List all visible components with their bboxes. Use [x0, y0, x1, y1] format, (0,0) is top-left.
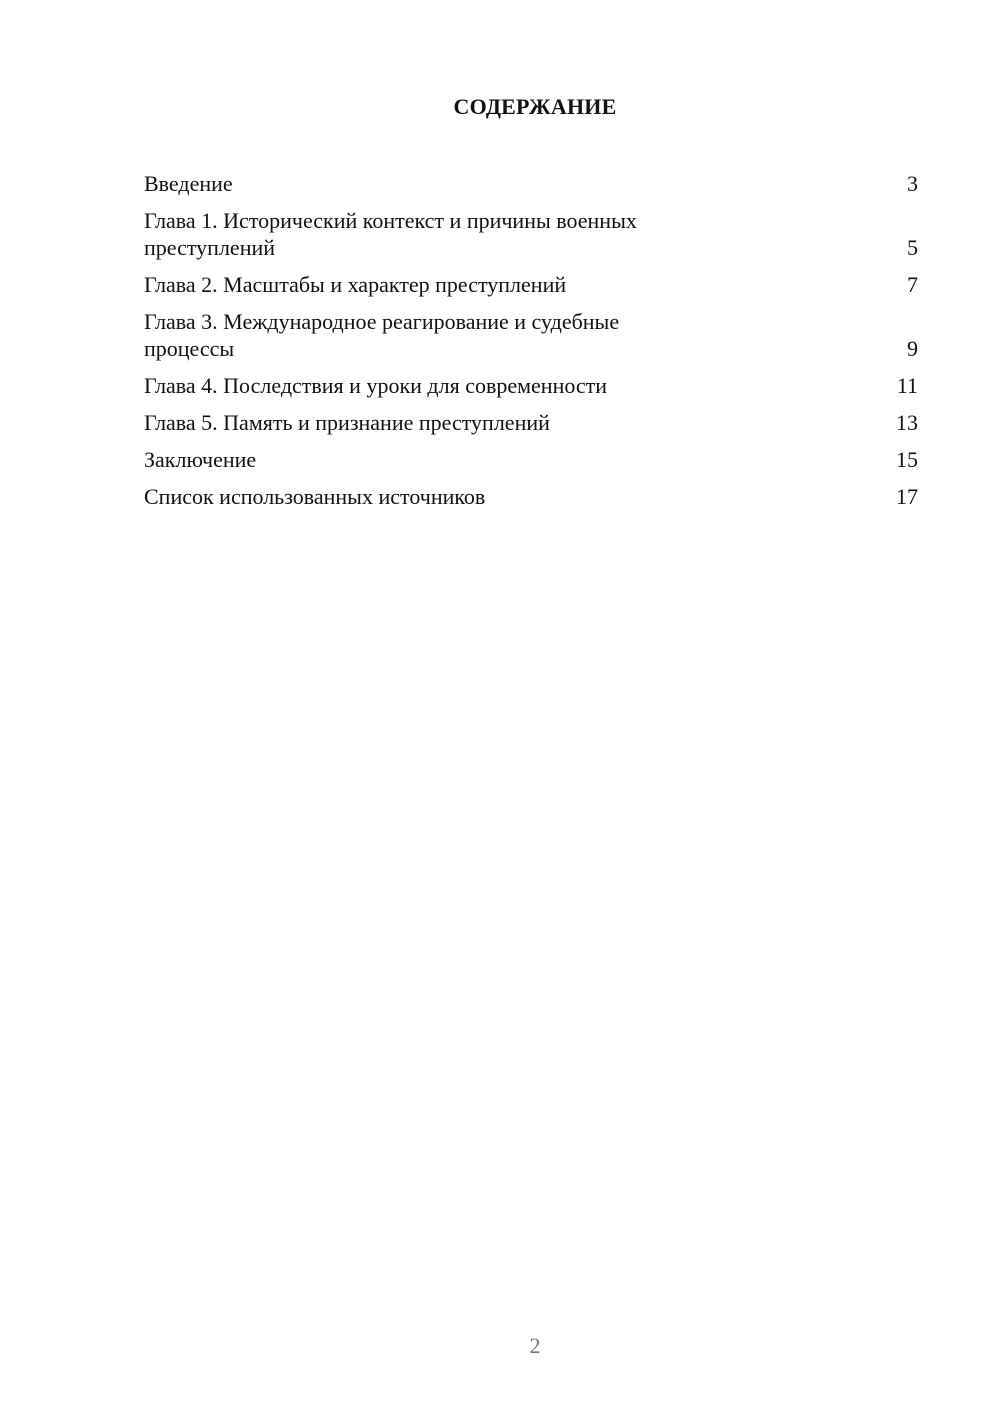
- toc-entry-page: 9: [907, 336, 918, 361]
- toc-entry-introduction: [144, 170, 918, 197]
- toc-entry-page: 5: [907, 235, 918, 260]
- toc-entry-page: 3: [907, 171, 918, 196]
- toc-entry-label: Глава 1. Исторический контекст и причины военных преступлений: [144, 208, 637, 260]
- toc-entry-conclusion: [144, 446, 918, 473]
- toc-entry-chapter-4: [144, 372, 918, 399]
- toc-entry-page: 13: [896, 410, 918, 435]
- toc-entry-page: 7: [907, 272, 918, 297]
- toc-entry-label: Глава 4. Последствия и уроки для современности: [144, 373, 608, 398]
- toc-entry-chapter-3: [144, 308, 918, 362]
- toc-entry-label: Глава 5. Память и признание преступлений: [144, 410, 550, 435]
- toc-entry-label: Глава 2. Масштабы и характер преступлений: [144, 272, 567, 297]
- toc-entry-page: 15: [896, 447, 918, 472]
- toc-entry-chapter-1: [144, 207, 918, 261]
- toc-entry-label: Список использованных источников: [144, 484, 486, 509]
- toc-title: СОДЕРЖАНИЕ: [453, 94, 617, 119]
- toc-entry-chapter-2: [144, 271, 918, 298]
- page-number: 2: [529, 1333, 541, 1358]
- toc-entry-references: [144, 483, 918, 510]
- toc-entry-chapter-5: [144, 409, 918, 436]
- toc-entry-label: Введение: [144, 171, 233, 196]
- toc-entry-label: Заключение: [144, 447, 257, 472]
- toc-entry-page: 11: [896, 373, 918, 398]
- toc-entry-label: Глава 3. Международное реагирование и судебные процессы: [144, 309, 620, 361]
- table-of-contents: [144, 170, 918, 520]
- toc-entry-page: 17: [896, 484, 918, 509]
